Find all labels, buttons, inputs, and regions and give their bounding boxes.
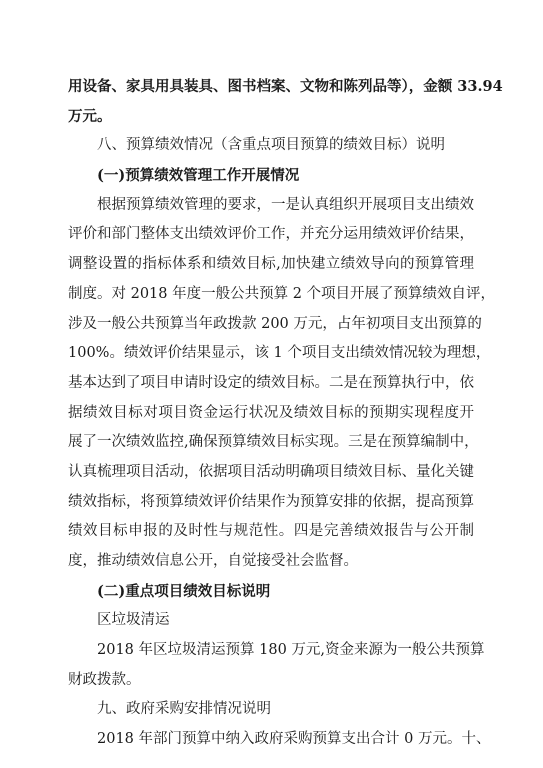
paragraph-line: 认真梳理项目活动，依据项目活动明确项目绩效目标、量化关键 xyxy=(68,463,474,480)
section-heading-8: 八、预算绩效情况（含重点项目预算的绩效目标）说明 xyxy=(97,137,445,154)
paragraph-line: 2018 年区垃圾清运预算 180 万元,资金来源为一般公共预算 xyxy=(97,642,485,659)
paragraph-line: 财政拨款。 xyxy=(68,671,141,688)
paragraph-line: 万元。 xyxy=(68,107,112,125)
paragraph-line: 根据预算绩效管理的要求，一是认真组织开展项目支出绩效 xyxy=(97,196,474,213)
paragraph-line: 调整设置的指标体系和绩效目标,加快建立绩效导向的预算管理 xyxy=(68,256,474,273)
paragraph-line: 展了一次绩效监控,确保预算绩效目标实现。三是在预算编制中， xyxy=(68,434,479,451)
paragraph-line: 据绩效目标对项目资金运行状况及绩效目标的预期实现程度开 xyxy=(68,404,474,421)
section-heading-9: 九、政府采购安排情况说明 xyxy=(97,701,271,718)
paragraph-line: 用设备、家具用具装具、图书档案、文物和陈列品等），金额 33.94 xyxy=(68,78,503,95)
paragraph-line: 绩效目标申报的及时性与规范性。四是完善绩效报告与公开制 xyxy=(68,523,474,540)
paragraph-line: 100%。绩效评价结果显示，该 1 个项目支出绩效情况较为理想， xyxy=(68,345,491,362)
paragraph-line: 绩效指标，将预算绩效评价结果作为预算安排的依据，提高预算 xyxy=(68,493,474,510)
subsection-heading-2: (二)重点项目绩效目标说明 xyxy=(97,582,271,600)
project-name: 区垃圾清运 xyxy=(97,612,170,629)
paragraph-line: 评价和部门整体支出绩效评价工作，并充分运用绩效评价结果， xyxy=(68,226,474,243)
paragraph-line: 度，推动绩效信息公开，自觉接受社会监督。 xyxy=(68,553,358,569)
subsection-heading-1: (一)预算绩效管理工作开展情况 xyxy=(97,167,300,185)
paragraph-line: 2018 年部门预算中纳入政府采购预算支出合计 0 万元。十、 xyxy=(97,731,491,748)
paragraph-line: 基本达到了项目申请时设定的绩效目标。二是在预算执行中，依 xyxy=(68,374,474,391)
document-page xyxy=(68,72,503,755)
paragraph-line: 涉及一般公共预算当年政拨款 200 万元，占年初项目支出预算的 xyxy=(68,315,482,332)
paragraph-line: 制度。对 2018 年度一般公共预算 2 个项目开展了预算绩效自评， xyxy=(68,285,496,302)
